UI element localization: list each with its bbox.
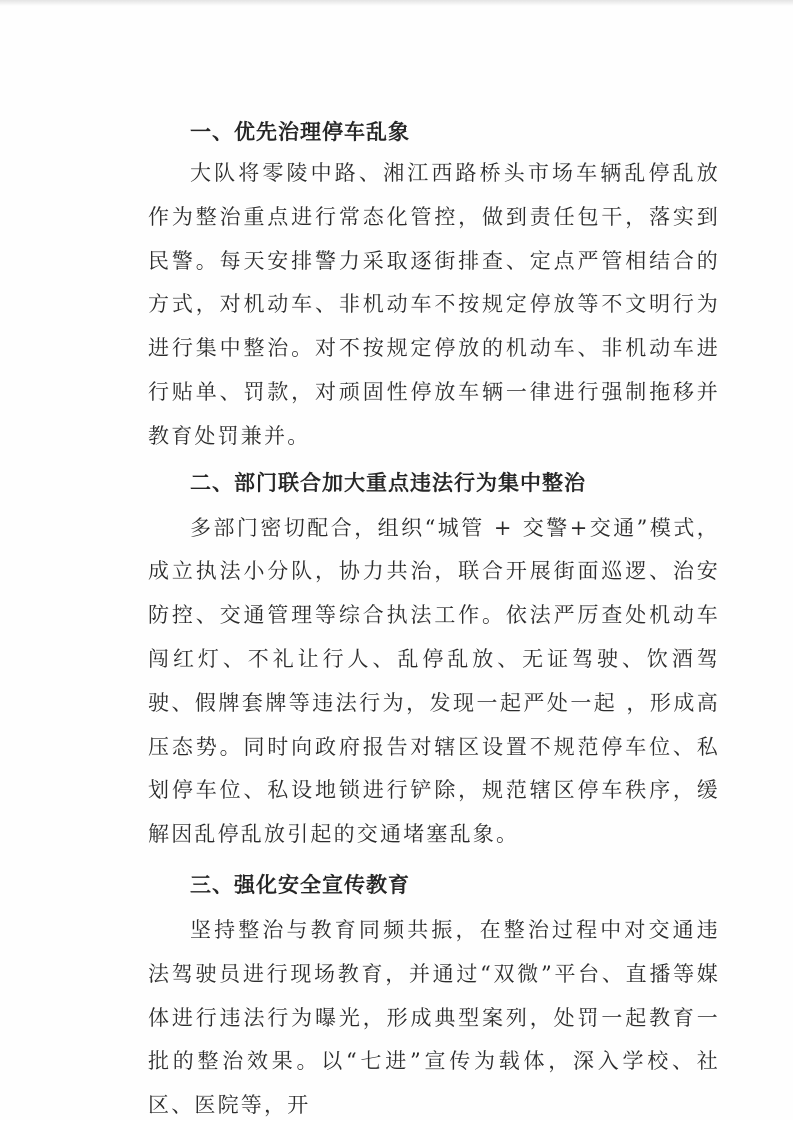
scan-edge-shadow: [0, 0, 793, 6]
section-1-paragraph: 大队将零陵中路、湘江西路桥头市场车辆乱停乱放作为整治重点进行常态化管控，做到责任包干，落实到民警。每天安排警力采取逐街排查、定点严管相结合的方式，对机动车、非机动车不按规定停放等不文明行为进行集中整治。对不按规定停放的机动车、非机动车进行贴单、罚款，对顽固性停放车辆一律进行强制拖移并教育处罚兼并。: [148, 161, 720, 448]
document-body: [148, 112, 720, 1128]
section-2-heading: 二、部门联合加大重点违法行为集中整治: [190, 470, 586, 495]
section-3-paragraph: 坚持整治与教育同频共振，在整治过程中对交通违法驾驶员进行现场教育，并通过“双微”平台、直播等媒体进行违法行为曝光，形成典型案列，处罚一起教育一批的整治效果。以“七进”宣传为载体，深入学校、社区、医院等，开: [148, 917, 720, 1118]
section-1-heading: 一、优先治理停车乱象: [190, 120, 410, 144]
section-3-heading: 三、强化安全宣传教育: [190, 872, 410, 897]
section-2-paragraph: 多部门密切配合，组织“城管 + 交警+交通”模式，成立执法小分队，协力共治，联合开展街面巡逻、治安防控、交通管理等综合执法工作。依法严厉查处机动车闯红灯、不礼让行人、乱停乱放、无证驾驶、饮酒驾驶、假牌套牌等违法行为，发现一起严处一起 ，形成高压态势。同时向政府报告对辖区设置不规范停车位、私划停车位、私设地锁进行铲除，规范辖区停车秩序，缓解因乱停乱放引起的交通堵塞乱象。: [148, 515, 720, 847]
